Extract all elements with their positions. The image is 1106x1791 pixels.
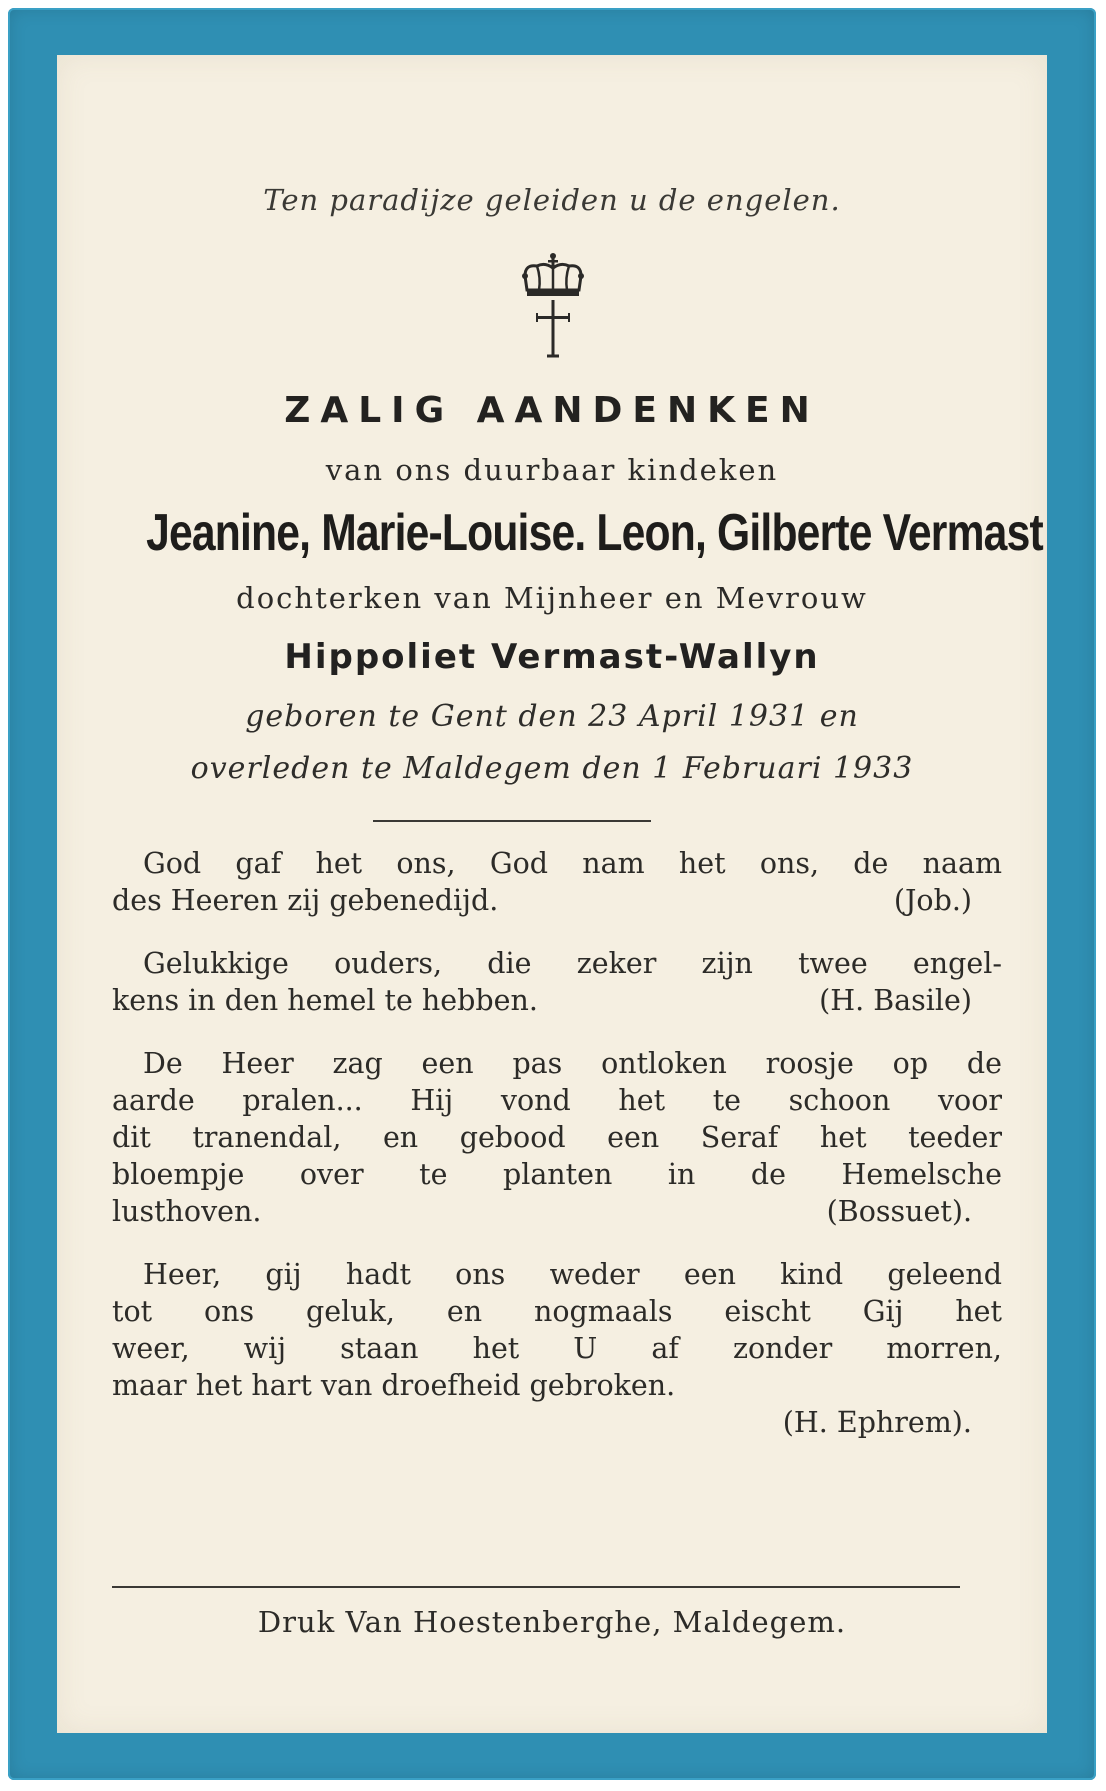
- card-paper: [57, 55, 1047, 1733]
- verse-basile: [112, 945, 1002, 1019]
- verse-job: [112, 845, 1002, 919]
- divider: [373, 820, 651, 822]
- motto: Ten paradijze geleiden u de engelen.: [263, 183, 841, 217]
- parents-name: Hippoliet Vermast-Wallyn: [284, 637, 820, 677]
- verse-line: bloempje over te planten in de Hemelsche: [112, 1158, 1002, 1191]
- verse-source: (Job.): [893, 884, 972, 917]
- verse-line: lusthoven.: [112, 1195, 262, 1228]
- death-line: overleden te Maldegem den 1 Februari 1933: [190, 751, 914, 786]
- verse-ephrem: [112, 1256, 1002, 1441]
- verse-line: weer, wij staan het U af zonder morren,: [112, 1332, 1002, 1365]
- verse-line: De Heer zag een pas ontloken roosje op de: [143, 1047, 1002, 1080]
- verse-source: (H. Ephrem).: [782, 1406, 972, 1439]
- verse-source: (Bossuet).: [826, 1195, 972, 1228]
- verse-line: dit tranendal, en gebood een Seraf het teeder: [112, 1121, 1002, 1154]
- verse-bossuet: [112, 1045, 1002, 1230]
- verse-line: maar het hart van droefheid gebroken.: [112, 1369, 676, 1402]
- relation-line: dochterken van Mijnheer en Mevrouw: [236, 581, 868, 615]
- memorial-card: [8, 8, 1096, 1780]
- printer-credit: Druk Van Hoestenberghe, Maldegem.: [257, 1605, 847, 1639]
- verses: [112, 845, 1002, 1467]
- birth-line: geboren te Gent den 23 April 1931 en: [245, 699, 859, 734]
- verse-line-with-source: [112, 982, 1002, 1019]
- verse-line-with-source: [112, 882, 1002, 919]
- verse-line: God gaf het ons, God nam het ons, de naam: [143, 847, 1002, 880]
- verse-line: Heer, gij hadt ons weder een kind geleend: [143, 1258, 1002, 1291]
- verse-line: des Heeren zij gebenedijd.: [112, 884, 499, 917]
- footer-divider: [112, 1586, 960, 1588]
- verse-line: kens in den hemel te hebben.: [112, 984, 538, 1017]
- verse-line-with-source: [112, 1193, 1002, 1230]
- verse-line: aarde pralen... Hij vond het te schoon voor: [112, 1084, 1002, 1117]
- child-name: Jeanine, Marie-Louise. Leon, Gilberte Vermast: [146, 504, 1043, 562]
- card-heading: ZALIG AANDENKEN: [284, 390, 820, 431]
- crown-and-cross-icon: [517, 250, 589, 360]
- verse-source: (H. Basile): [819, 984, 972, 1017]
- verse-line: tot ons geluk, en nogmaals eischt Gij het: [112, 1295, 1002, 1328]
- verse-line: Gelukkige ouders, die zeker zijn twee engel-: [143, 947, 1002, 980]
- subheading: van ons duurbaar kindeken: [325, 453, 779, 487]
